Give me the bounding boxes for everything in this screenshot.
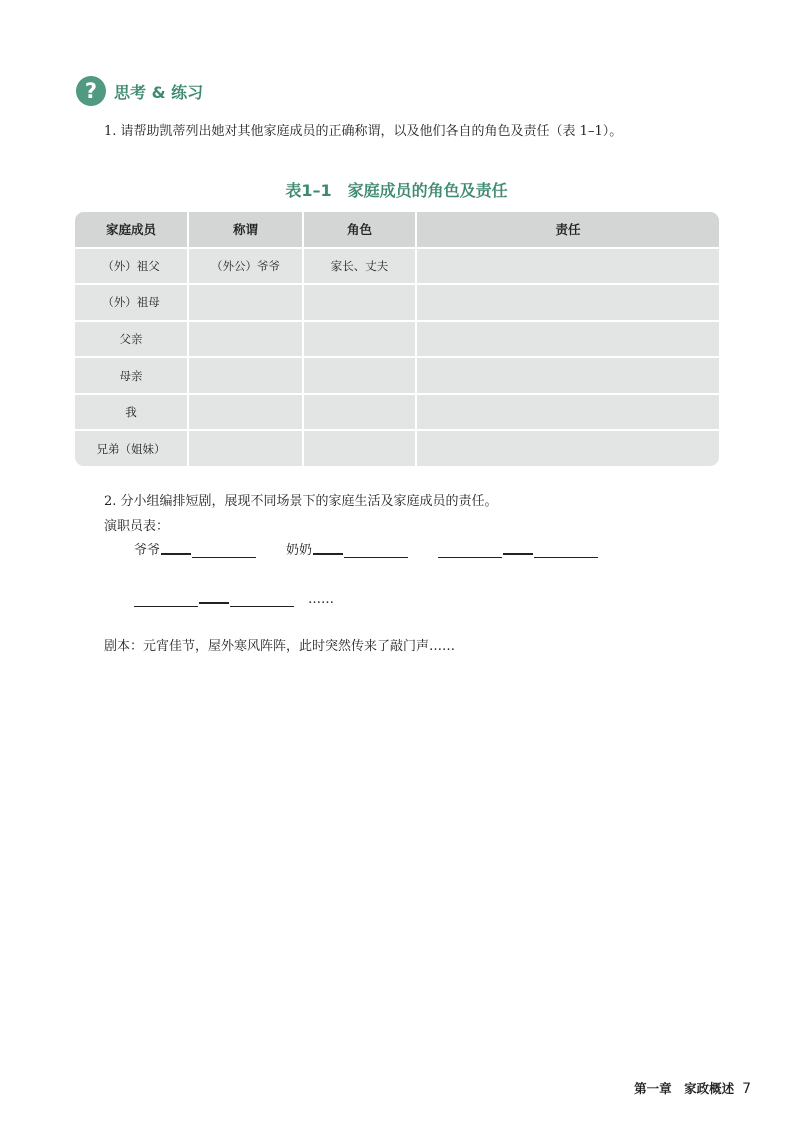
cell-title[interactable] xyxy=(188,321,303,358)
role-blank[interactable] xyxy=(134,606,198,607)
section-header xyxy=(76,76,203,106)
cell-role[interactable] xyxy=(303,321,416,358)
script-line: 剧本：元宵佳节，屋外寒风阵阵，此时突然传来了敲门声…… xyxy=(104,639,456,654)
actor-blank[interactable] xyxy=(230,606,294,607)
cast-line-2 xyxy=(134,590,334,610)
cast-line-1 xyxy=(134,541,598,561)
cell-title[interactable] xyxy=(188,430,303,466)
page-footer xyxy=(634,1079,751,1097)
page-number: 7 xyxy=(742,1081,751,1097)
cell-role[interactable]: 家长、丈夫 xyxy=(303,248,416,285)
chapter-title: 第一章 家政概述 xyxy=(634,1081,735,1096)
cell-responsibility[interactable] xyxy=(416,321,719,358)
cell-responsibility[interactable] xyxy=(416,284,719,321)
role-grandpa: 爷爷 xyxy=(134,543,161,558)
role-blank[interactable] xyxy=(438,557,502,558)
cell-title[interactable] xyxy=(188,357,303,394)
role-grandma: 奶奶 xyxy=(286,543,313,558)
table-header-row xyxy=(75,212,719,248)
cell-role[interactable] xyxy=(303,430,416,466)
table-row xyxy=(75,430,719,466)
dash xyxy=(503,553,533,555)
cell-member: 父亲 xyxy=(75,321,188,358)
header-responsibility: 责任 xyxy=(416,212,719,248)
cell-member: （外）祖父 xyxy=(75,248,188,285)
actor-blank[interactable] xyxy=(344,557,408,558)
table-row xyxy=(75,357,719,394)
table-row xyxy=(75,321,719,358)
family-roles-table xyxy=(75,212,719,466)
header-member: 家庭成员 xyxy=(75,212,188,248)
table-row xyxy=(75,394,719,431)
dash xyxy=(313,553,343,555)
table-title: 表1–1 家庭成员的角色及责任 xyxy=(285,181,508,200)
cell-title[interactable]: （外公）爷爷 xyxy=(188,248,303,285)
cell-role[interactable] xyxy=(303,357,416,394)
dash xyxy=(161,553,191,555)
ellipsis: …… xyxy=(308,592,334,607)
cell-member: （外）祖母 xyxy=(75,284,188,321)
table-row xyxy=(75,248,719,285)
cell-role[interactable] xyxy=(303,394,416,431)
question-2: 2. 分小组编排短剧，展现不同场景下的家庭生活及家庭成员的责任。 xyxy=(104,494,498,509)
table-row xyxy=(75,284,719,321)
actor-blank[interactable] xyxy=(192,557,256,558)
cell-title[interactable] xyxy=(188,394,303,431)
header-title: 称谓 xyxy=(188,212,303,248)
cell-responsibility[interactable] xyxy=(416,394,719,431)
cell-role[interactable] xyxy=(303,284,416,321)
cell-responsibility[interactable] xyxy=(416,430,719,466)
section-title: 思考 & 练习 xyxy=(114,82,204,102)
question-1: 1. 请帮助凯蒂列出她对其他家庭成员的正确称谓，以及他们各自的角色及责任（表 1–1）。 xyxy=(104,124,623,139)
dash xyxy=(199,602,229,604)
cell-title[interactable] xyxy=(188,284,303,321)
header-role: 角色 xyxy=(303,212,416,248)
cell-responsibility[interactable] xyxy=(416,248,719,285)
actor-blank[interactable] xyxy=(534,557,598,558)
question-icon: ? xyxy=(76,76,106,106)
cell-responsibility[interactable] xyxy=(416,357,719,394)
cell-member: 我 xyxy=(75,394,188,431)
cell-member: 兄弟（姐妹） xyxy=(75,430,188,466)
cast-label: 演职员表： xyxy=(104,519,170,534)
cell-member: 母亲 xyxy=(75,357,188,394)
